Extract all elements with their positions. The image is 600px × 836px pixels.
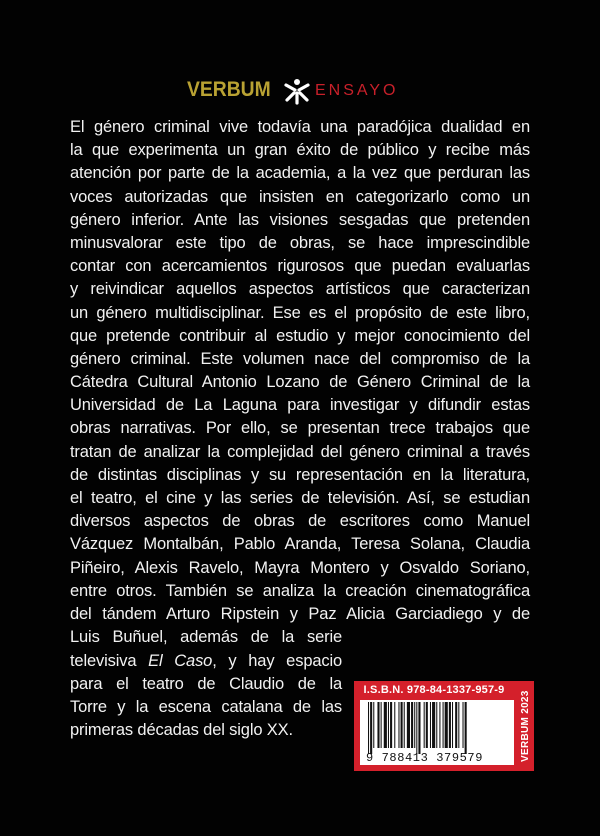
series-title: El Caso: [148, 651, 213, 670]
barcode-bar: [407, 702, 410, 748]
blurb-line: El género criminal vive todavía una paradójica dualidad en: [70, 118, 530, 136]
blurb-line: atención por parte de la academia, a la vez que perduran las: [70, 164, 530, 183]
blurb-line: [70, 650, 342, 673]
blurb-line: del tándem Arturo Ripstein y Paz Alicia Garciadiego y de: [70, 604, 530, 623]
barcode-bar: [398, 702, 399, 748]
blurb-line: Vázquez Montalbán, Pablo Aranda, Teresa Solana, Claudia: [70, 535, 530, 554]
asterisk-star-icon: [282, 76, 312, 106]
blurb-line: Universidad de La Laguna para investigar y difundir estas: [70, 396, 530, 415]
barcode-bar: [424, 702, 425, 748]
blurb-line: diversos aspectos de obras de escritores como Manuel: [70, 512, 530, 531]
barcode-bar: [384, 702, 387, 748]
back-cover-blurb: [70, 116, 530, 626]
blurb-line: que pretende contribuir al estudio y mejor conocimiento del: [70, 326, 530, 345]
blurb-line: [70, 673, 342, 696]
barcode-bar: [416, 702, 417, 754]
barcode-bar: [455, 702, 457, 748]
barcode-bar: [449, 702, 451, 748]
publisher-logo: [187, 76, 427, 106]
barcode-bar: [368, 702, 369, 754]
blurb-line: la que experimenta un gran éxito de público y recibe más: [70, 141, 530, 160]
barcode-bar: [436, 702, 437, 748]
blurb-line: [70, 626, 342, 649]
blurb-text: Luis Buñuel, además de la serie: [70, 628, 342, 647]
blurb-line: minusvalorar este tipo de obras, se hace imprescindible: [70, 233, 530, 252]
barcode-bar: [401, 702, 403, 748]
barcode-bar: [452, 702, 453, 748]
blurb-line: voces autorizadas que insisten en categorizarlo como un: [70, 187, 530, 206]
barcode-bar: [388, 702, 389, 748]
barcode-bar: [443, 702, 444, 748]
barcode-bar: [432, 702, 435, 748]
barcode-bar: [381, 702, 382, 748]
blurb-line: [70, 719, 342, 742]
barcode-bar: [458, 702, 459, 748]
barcode-bar: [414, 702, 415, 748]
barcode-bar: [439, 702, 440, 748]
series-name: ENSAYO: [315, 82, 399, 99]
barcode-digits: 9 788413 379579: [366, 751, 484, 765]
back-cover-blurb-tail: [70, 626, 342, 742]
blurb-line: género inferior. Ante las visiones sesgadas que pretenden: [70, 210, 530, 229]
barcode-bar: [373, 702, 374, 748]
publisher-year-label: VERBUM 2023: [520, 690, 531, 762]
barcode-bar: [430, 702, 431, 748]
blurb-line: obras narrativas. Por ello, se presentan trece trabajos que: [70, 419, 530, 438]
barcode-bar: [394, 702, 395, 748]
blurb-line: Piñeiro, Alexis Ravelo, Mayra Montero y Osvaldo Soriano,: [70, 558, 530, 577]
blurb-line: entre otros. También se analiza la creación cinematográfica: [70, 581, 530, 600]
isbn-barcode-block: [354, 681, 534, 771]
isbn-label: I.S.B.N. 978-84-1337-957-9: [363, 684, 505, 696]
blurb-text: televisiva: [70, 651, 149, 670]
blurb-text: para el teatro de Claudio de la: [70, 674, 342, 693]
barcode-bar: [390, 702, 392, 748]
barcode-bar: [370, 702, 372, 754]
barcode-bar: [465, 702, 467, 754]
barcode-bar: [377, 702, 379, 748]
barcode-bar: [463, 702, 464, 748]
blurb-line: Cátedra Cultural Antonio Lozano de Género Criminal de la: [70, 373, 530, 392]
barcode-bars: [360, 702, 514, 754]
blurb-line: el teatro, el cine y las series de televisión. Así, se estudian: [70, 489, 530, 507]
blurb-line: y reivindicar aquellos aspectos artísticos que caracterizan: [70, 280, 530, 299]
blurb-line: género criminal. Este volumen nace del compromiso de la: [70, 349, 530, 368]
blurb-text: primeras décadas del siglo XX.: [70, 721, 293, 740]
blurb-text: Torre y la escena catalana de las: [70, 697, 342, 716]
blurb-text: , y hay espacio: [212, 651, 343, 670]
blurb-line: tratan de analizar la complejidad del género criminal a través: [70, 442, 530, 461]
blurb-line: de distintas disciplinas y su representación en la literatura,: [70, 465, 530, 484]
blurb-line: [70, 696, 342, 719]
blurb-line: un género multidisciplinar. Ese es el propósito de este libro,: [70, 303, 530, 322]
barcode-bar: [418, 702, 420, 754]
barcode-bar: [426, 702, 428, 748]
barcode: [360, 700, 514, 765]
brand-name: VERBUM: [187, 78, 271, 101]
barcode-bar: [445, 702, 448, 748]
barcode-bar: [411, 702, 413, 748]
barcode-bar: [404, 702, 405, 748]
blurb-line: contar con acercamientos rigurosos que puedan evaluarlas: [70, 257, 530, 276]
